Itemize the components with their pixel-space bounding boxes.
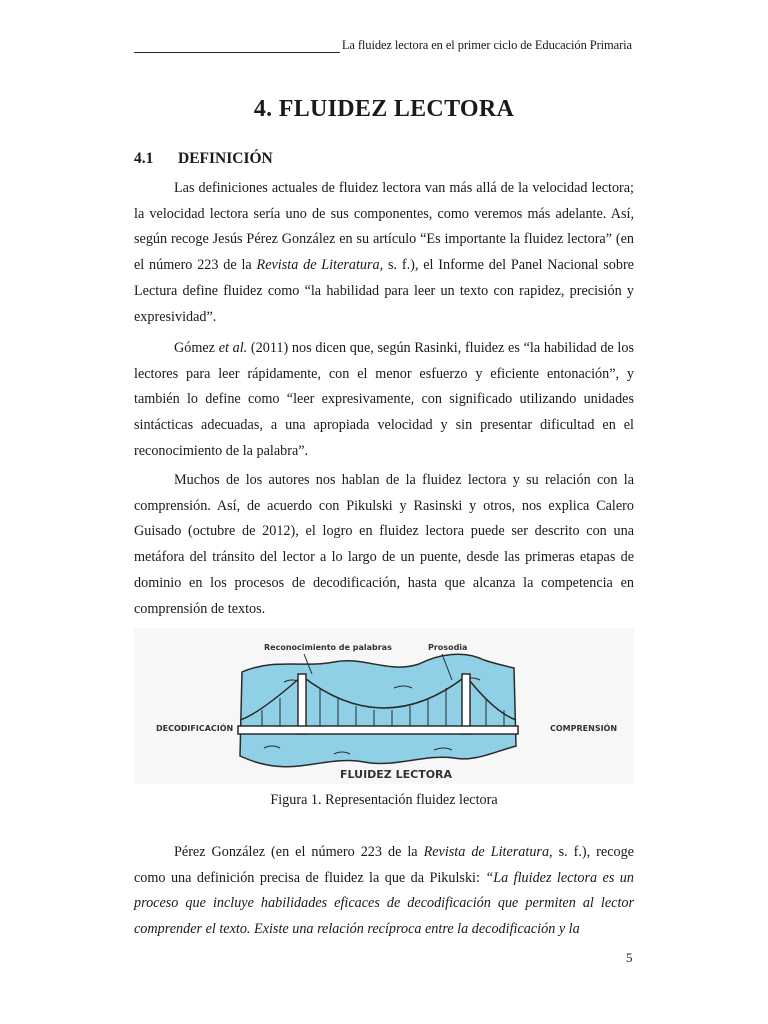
figure-caption: Figura 1. Representación fluidez lectora: [270, 792, 498, 808]
header-rule: [134, 39, 340, 53]
paragraph-text: (2011) nos dicen que, según Rasinki, fluidez es “la habilidad de los lectores para leer rápidamente, con el menor esfuerzo y eficiente entonación”, y también lo define como “leer expresivamente, con significado utilizando unidades sintácticas adecuadas, a una apropiada velocidad y sin presentar dificultad en el reconocimiento de la palabra”.: [134, 340, 634, 459]
page-number: 5: [626, 950, 633, 965]
paragraph-text: , s. f.), el Informe del Panel Nacional sobre Lectura define fluidez como “la habilidad para leer un texto con rapidez, precisión y expresividad”.: [134, 257, 634, 325]
bridge-deck: [238, 726, 518, 734]
section-heading: [134, 150, 273, 168]
label-comprehension: COMPRENSIÓN: [550, 724, 618, 733]
tower-right: [462, 674, 470, 734]
tower-left: [298, 674, 306, 734]
bridge-figure: [134, 628, 634, 784]
paragraph-text: Gómez: [174, 340, 219, 356]
running-header: [134, 38, 632, 53]
running-title: La fluidez lectora en el primer ciclo de Educación Primaria: [341, 38, 632, 52]
et-al: et al.: [218, 340, 248, 356]
journal-name: Revista de Literatura: [423, 844, 550, 860]
label-decoding: DECODIFICACIÓN: [156, 724, 234, 733]
pikulski-quote: “La fluidez lectora es un proceso que incluye habilidades eficaces de decodificación que permiten al lector comprender el texto. Existe una relación recíproca entre la decodificación y la: [134, 869, 634, 938]
section-title: DEFINICIÓN: [178, 150, 273, 167]
paragraph-text: Muchos de los autores nos hablan de la fluidez lectora y su relación con la comprensión. Así, de acuerdo con Pikulski y Rasinski y otros, nos explica Calero Guisado (octubre de 2012), el logro en fluidez lectora puede ser descrito con una metáfora del tránsito del lector a lo largo de un puente, desde las primeras etapas de dominio en los procesos de decodificación, hasta que alcanza la competencia en comprensión de textos.: [134, 472, 634, 617]
label-prosody: Prosodia: [428, 643, 468, 652]
figure-title: FLUIDEZ LECTORA: [340, 768, 453, 781]
paragraph-2: [134, 336, 634, 465]
paragraph-4: [134, 840, 634, 943]
paragraph-3: [134, 468, 634, 622]
label-recognition: Reconocimiento de palabras: [264, 643, 392, 652]
section-number: 4.1: [134, 150, 154, 167]
paragraph-text: , s. f.), recoge como una definición precisa de fluidez la que da Pikulski:: [134, 844, 634, 886]
paragraph-text: Las definiciones actuales de fluidez lectora van más allá de la velocidad lectora; la velocidad lectora sería uno de sus componentes, como veremos más adelante. Así, según recoge Jesús Pérez González en su artículo “Es importante la fluidez lectora” (en el número 223 de la: [134, 180, 634, 274]
paragraph-1: [134, 176, 634, 330]
chapter-title: 4. FLUIDEZ LECTORA: [253, 96, 515, 122]
paragraph-text: Pérez González (en el número 223 de la: [174, 844, 424, 860]
journal-name: Revista de Literatura: [256, 257, 380, 274]
bridge-illustration: [134, 628, 634, 784]
water-shape: [240, 654, 516, 767]
